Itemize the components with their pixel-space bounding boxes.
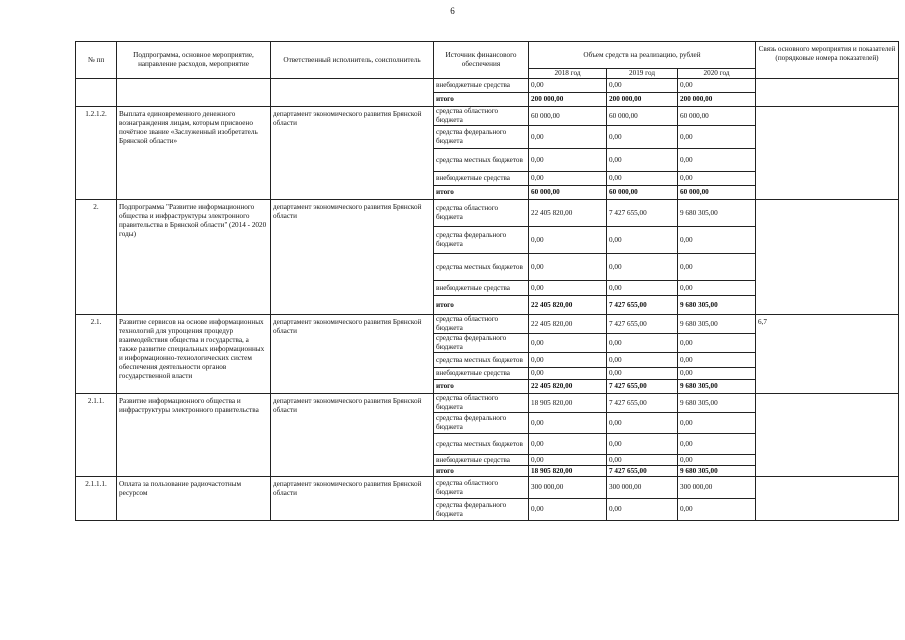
- table-row: [76, 394, 899, 413]
- value-2020: 0,00: [678, 281, 756, 296]
- link-cell: 6,7: [756, 315, 899, 394]
- value-2018: 0,00: [529, 353, 607, 368]
- value-2019: 0,00: [607, 126, 678, 149]
- value-2019: 0,00: [607, 227, 678, 254]
- source-cell: итого: [434, 380, 529, 394]
- value-2018: 60 000,00: [529, 186, 607, 200]
- header-year-2019: 2019 год: [607, 69, 678, 79]
- value-2020: 9 680 305,00: [678, 315, 756, 334]
- name-cell: Подпрограмма "Развитие информационного общества и инфраструктуры электронного правительства в Брянской области" (2014 - 2020 годы): [117, 200, 271, 315]
- executor-cell: департамент экономического развития Брянской области: [271, 200, 434, 315]
- name-cell: Оплата за пользование радиочастотным ресурсом: [117, 477, 271, 521]
- value-2020: 0,00: [678, 254, 756, 281]
- number-cell: [76, 79, 117, 107]
- header-executor: Ответственный исполнитель, соисполнитель: [271, 42, 434, 79]
- value-2018: 0,00: [529, 254, 607, 281]
- value-2018: 18 905 820,00: [529, 466, 607, 477]
- executor-cell: департамент экономического развития Брянской области: [271, 394, 434, 477]
- source-cell: средства федерального бюджета: [434, 413, 529, 434]
- source-cell: средства местных бюджетов: [434, 254, 529, 281]
- number-cell: 2.1.1.: [76, 394, 117, 477]
- source-cell: внебюджетные средства: [434, 455, 529, 466]
- number-cell: 2.1.1.1.: [76, 477, 117, 521]
- value-2020: 9 680 305,00: [678, 394, 756, 413]
- value-2019: 0,00: [607, 254, 678, 281]
- name-cell: Развитие сервисов на основе информационных технологий для упрощения процедур взаимодействия общества и государства, а также развитие специальных информационных и информационно-технологических систем обеспечения деятельности органов государственной власти: [117, 315, 271, 394]
- value-2018: 0,00: [529, 79, 607, 93]
- value-2019: 0,00: [607, 353, 678, 368]
- header-number: № пп: [76, 42, 117, 79]
- value-2020: 0,00: [678, 126, 756, 149]
- table-row: [76, 200, 899, 227]
- executor-cell: [271, 79, 434, 107]
- value-2020: 200 000,00: [678, 93, 756, 107]
- value-2020: 9 680 305,00: [678, 296, 756, 315]
- number-cell: 2.1.: [76, 315, 117, 394]
- value-2020: 9 680 305,00: [678, 200, 756, 227]
- value-2019: 7 427 655,00: [607, 296, 678, 315]
- page-number: 6: [450, 6, 455, 16]
- source-cell: итого: [434, 186, 529, 200]
- header-source: Источник финансового обеспечения: [434, 42, 529, 79]
- value-2020: 300 000,00: [678, 477, 756, 499]
- value-2018: 0,00: [529, 413, 607, 434]
- header-volume: Объем средств на реализацию, рублей: [529, 42, 756, 69]
- table-row: [76, 79, 899, 93]
- source-cell: средства федерального бюджета: [434, 227, 529, 254]
- value-2020: 60 000,00: [678, 107, 756, 126]
- value-2018: 0,00: [529, 455, 607, 466]
- source-cell: средства местных бюджетов: [434, 149, 529, 172]
- value-2018: 22 405 820,00: [529, 315, 607, 334]
- value-2020: 0,00: [678, 172, 756, 186]
- value-2019: 7 427 655,00: [607, 315, 678, 334]
- value-2018: 0,00: [529, 434, 607, 455]
- header-year-2018: 2018 год: [529, 69, 607, 79]
- name-cell: Выплата единовременного денежного вознаграждения лицам, которым присвоено почётное звание «Заслуженный изобретатель Брянской области»: [117, 107, 271, 200]
- value-2019: 60 000,00: [607, 107, 678, 126]
- source-cell: средства областного бюджета: [434, 315, 529, 334]
- source-cell: внебюджетные средства: [434, 368, 529, 380]
- source-cell: итого: [434, 466, 529, 477]
- source-cell: средства местных бюджетов: [434, 434, 529, 455]
- header-link: Связь основного мероприятия и показателей (порядковые номера показателей): [756, 42, 899, 79]
- value-2018: 0,00: [529, 499, 607, 521]
- value-2018: 0,00: [529, 227, 607, 254]
- value-2020: 0,00: [678, 353, 756, 368]
- value-2020: 0,00: [678, 368, 756, 380]
- value-2020: 0,00: [678, 149, 756, 172]
- value-2019: 0,00: [607, 434, 678, 455]
- value-2019: 0,00: [607, 79, 678, 93]
- value-2018: 0,00: [529, 334, 607, 353]
- table-row: [76, 315, 899, 334]
- executor-cell: департамент экономического развития Брянской области: [271, 107, 434, 200]
- header-row: [76, 42, 899, 69]
- value-2018: 0,00: [529, 149, 607, 172]
- value-2018: 22 405 820,00: [529, 380, 607, 394]
- value-2020: 9 680 305,00: [678, 380, 756, 394]
- value-2019: 0,00: [607, 149, 678, 172]
- value-2020: 0,00: [678, 334, 756, 353]
- value-2020: 0,00: [678, 79, 756, 93]
- value-2019: 0,00: [607, 172, 678, 186]
- source-cell: итого: [434, 296, 529, 315]
- value-2019: 0,00: [607, 368, 678, 380]
- number-cell: 2.: [76, 200, 117, 315]
- funding-table: [75, 41, 899, 521]
- value-2018: 22 405 820,00: [529, 296, 607, 315]
- value-2020: 0,00: [678, 227, 756, 254]
- link-cell: [756, 394, 899, 477]
- source-cell: внебюджетные средства: [434, 281, 529, 296]
- source-cell: средства областного бюджета: [434, 107, 529, 126]
- value-2018: 0,00: [529, 281, 607, 296]
- header-year-2020: 2020 год: [678, 69, 756, 79]
- source-cell: итого: [434, 93, 529, 107]
- source-cell: средства местных бюджетов: [434, 353, 529, 368]
- executor-cell: департамент экономического развития Брянской области: [271, 477, 434, 521]
- value-2019: 7 427 655,00: [607, 394, 678, 413]
- header-name: Подпрограмма, основное мероприятие, направление расходов, мероприятие: [117, 42, 271, 79]
- value-2018: 0,00: [529, 172, 607, 186]
- value-2020: 0,00: [678, 499, 756, 521]
- source-cell: внебюджетные средства: [434, 172, 529, 186]
- value-2019: 200 000,00: [607, 93, 678, 107]
- value-2019: 7 427 655,00: [607, 380, 678, 394]
- value-2019: 7 427 655,00: [607, 466, 678, 477]
- value-2019: 0,00: [607, 413, 678, 434]
- link-cell: [756, 107, 899, 200]
- link-cell: [756, 79, 899, 107]
- value-2019: 7 427 655,00: [607, 200, 678, 227]
- source-cell: средства областного бюджета: [434, 477, 529, 499]
- table-row: [76, 477, 899, 499]
- value-2020: 0,00: [678, 455, 756, 466]
- number-cell: 1.2.1.2.: [76, 107, 117, 200]
- value-2020: 9 680 305,00: [678, 466, 756, 477]
- value-2018: 60 000,00: [529, 107, 607, 126]
- value-2019: 0,00: [607, 281, 678, 296]
- link-cell: [756, 477, 899, 521]
- value-2020: 0,00: [678, 413, 756, 434]
- value-2020: 60 000,00: [678, 186, 756, 200]
- source-cell: средства федерального бюджета: [434, 126, 529, 149]
- value-2019: 0,00: [607, 334, 678, 353]
- value-2018: 0,00: [529, 368, 607, 380]
- value-2020: 0,00: [678, 434, 756, 455]
- value-2018: 200 000,00: [529, 93, 607, 107]
- source-cell: средства федерального бюджета: [434, 334, 529, 353]
- source-cell: средства областного бюджета: [434, 200, 529, 227]
- value-2018: 300 000,00: [529, 477, 607, 499]
- table-row: [76, 107, 899, 126]
- name-cell: [117, 79, 271, 107]
- value-2018: 18 905 820,00: [529, 394, 607, 413]
- source-cell: средства областного бюджета: [434, 394, 529, 413]
- name-cell: Развитие информационного общества и инфраструктуры электронного правительства: [117, 394, 271, 477]
- value-2019: 60 000,00: [607, 186, 678, 200]
- link-cell: [756, 200, 899, 315]
- value-2018: 0,00: [529, 126, 607, 149]
- value-2019: 0,00: [607, 455, 678, 466]
- executor-cell: департамент экономического развития Брянской области: [271, 315, 434, 394]
- value-2018: 22 405 820,00: [529, 200, 607, 227]
- value-2019: 0,00: [607, 499, 678, 521]
- source-cell: внебюджетные средства: [434, 79, 529, 93]
- source-cell: средства федерального бюджета: [434, 499, 529, 521]
- value-2019: 300 000,00: [607, 477, 678, 499]
